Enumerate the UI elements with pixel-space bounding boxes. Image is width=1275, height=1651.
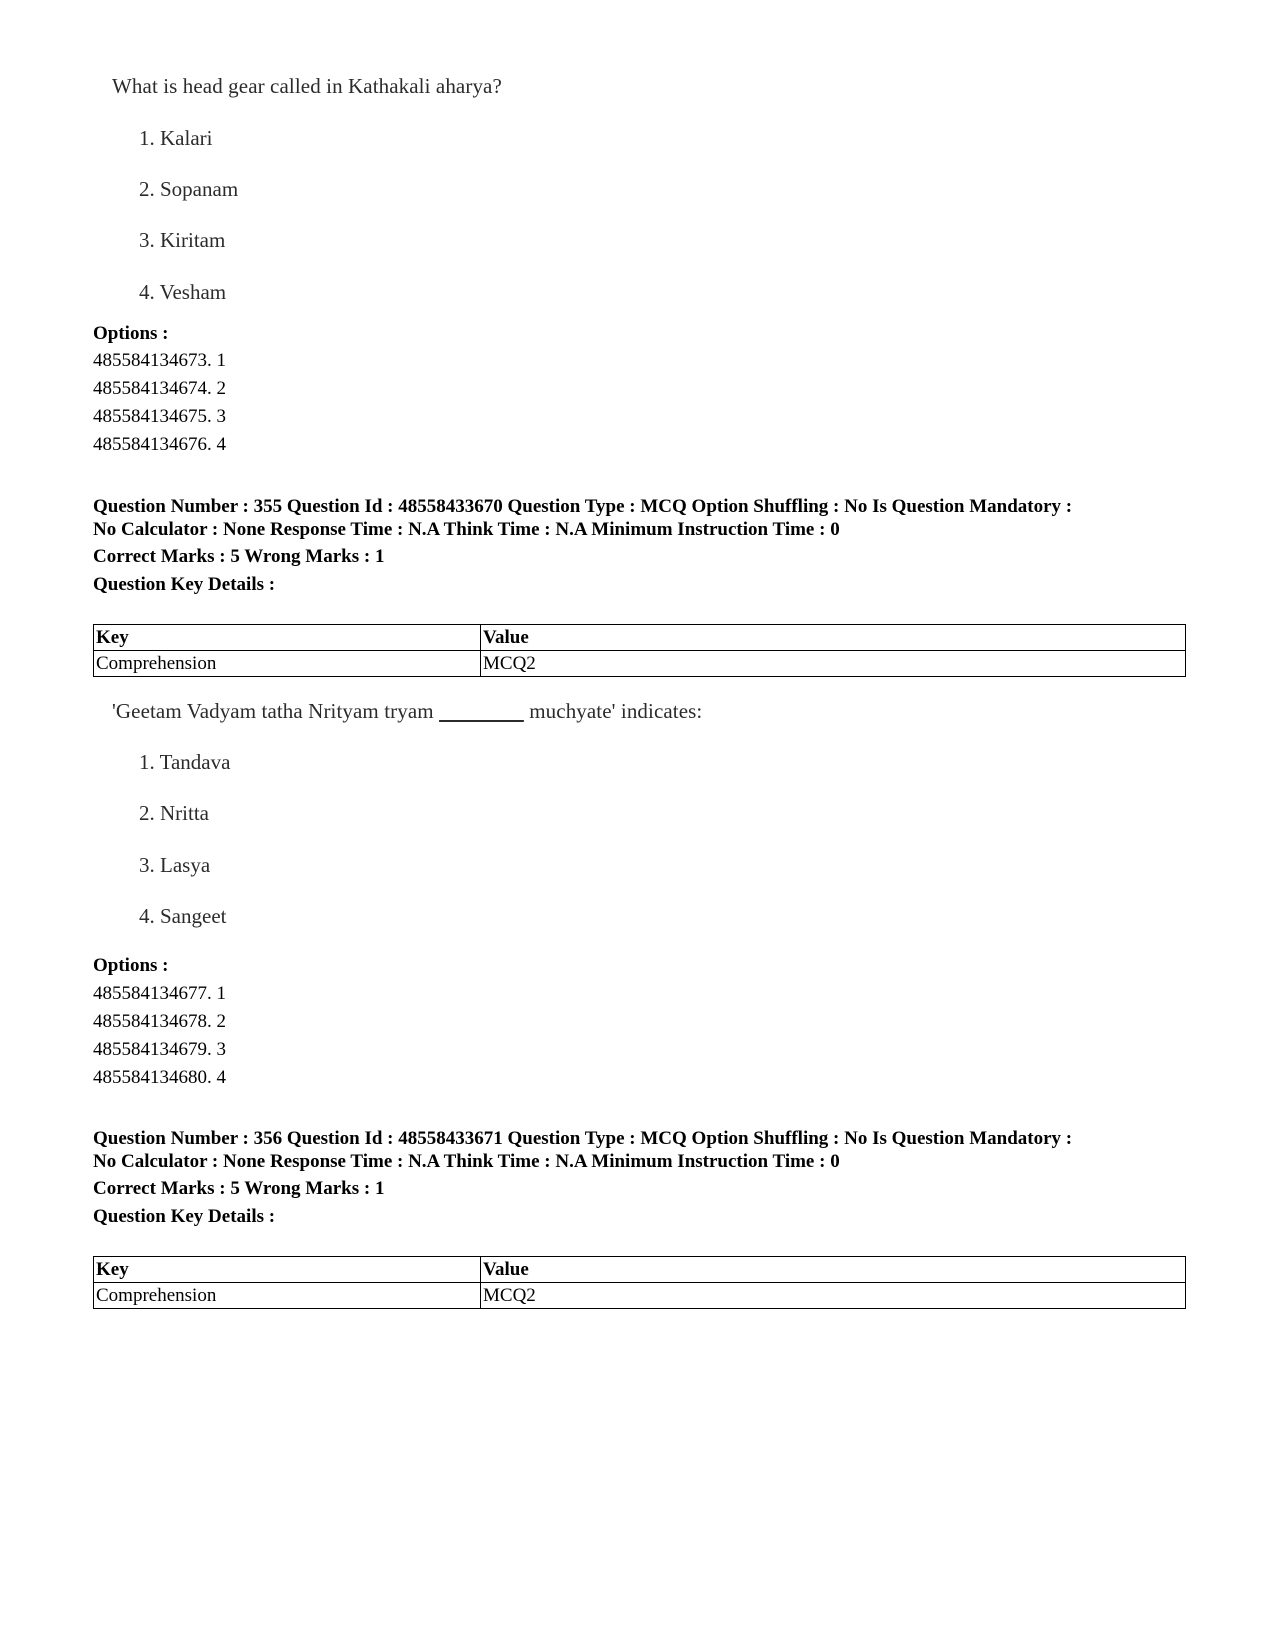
table-cell-key: Comprehension [94,651,481,677]
table-cell-key: Comprehension [94,1283,481,1309]
question-choice: 1. Kalari [139,126,213,150]
option-line: 485584134673. 1 [93,350,226,371]
table-header-key: Key [94,625,481,651]
question-text-before: 'Geetam Vadyam tatha Nrityam tryam [112,699,434,723]
key-details-table [93,624,1186,677]
option-line: 485584134677. 1 [93,983,226,1004]
table-cell-value: MCQ2 [481,651,1186,677]
question-choice: 2. Sopanam [139,177,239,201]
option-line: 485584134679. 3 [93,1039,226,1060]
key-details-table [93,1256,1186,1309]
key-details-heading: Question Key Details : [93,1206,276,1227]
option-line: 485584134678. 2 [93,1011,226,1032]
option-line: 485584134676. 4 [93,434,226,455]
question-marks: Correct Marks : 5 Wrong Marks : 1 [93,546,385,567]
option-line: 485584134674. 2 [93,378,226,399]
question-choice: 3. Kiritam [139,228,226,252]
question-text [112,699,702,724]
table-header-row [94,625,1186,651]
question-choice: 3. Lasya [139,853,211,877]
question-blank [439,699,524,723]
table-header-key: Key [94,1257,481,1283]
question-choice: 4. Vesham [139,280,227,304]
table-header-row [94,1257,1186,1283]
question-text-after: muchyate' indicates: [529,699,703,723]
table-cell-value: MCQ2 [481,1283,1186,1309]
question-meta-line-1: Question Number : 355 Question Id : 48558433670 Question Type : MCQ Option Shuffling : No Is Question Mandatory : [93,496,1073,517]
question-text: What is head gear called in Kathakali aharya? [112,74,502,98]
table-header-value: Value [481,1257,1186,1283]
option-line: 485584134680. 4 [93,1067,226,1088]
question-meta-line-1: Question Number : 356 Question Id : 48558433671 Question Type : MCQ Option Shuffling : No Is Question Mandatory : [93,1128,1073,1149]
question-meta-line-2: No Calculator : None Response Time : N.A Think Time : N.A Minimum Instruction Time : 0 [93,519,840,540]
key-details-heading: Question Key Details : [93,574,276,595]
table-header-value: Value [481,625,1186,651]
question-choice: 4. Sangeet [139,904,227,928]
table-row [94,651,1186,677]
table-row [94,1283,1186,1309]
options-heading: Options : [93,955,169,976]
option-line: 485584134675. 3 [93,406,226,427]
question-meta-line-2: No Calculator : None Response Time : N.A Think Time : N.A Minimum Instruction Time : 0 [93,1151,840,1172]
options-heading: Options : [93,323,169,344]
question-marks: Correct Marks : 5 Wrong Marks : 1 [93,1178,385,1199]
question-choice: 1. Tandava [139,750,231,774]
question-choice: 2. Nritta [139,801,209,825]
